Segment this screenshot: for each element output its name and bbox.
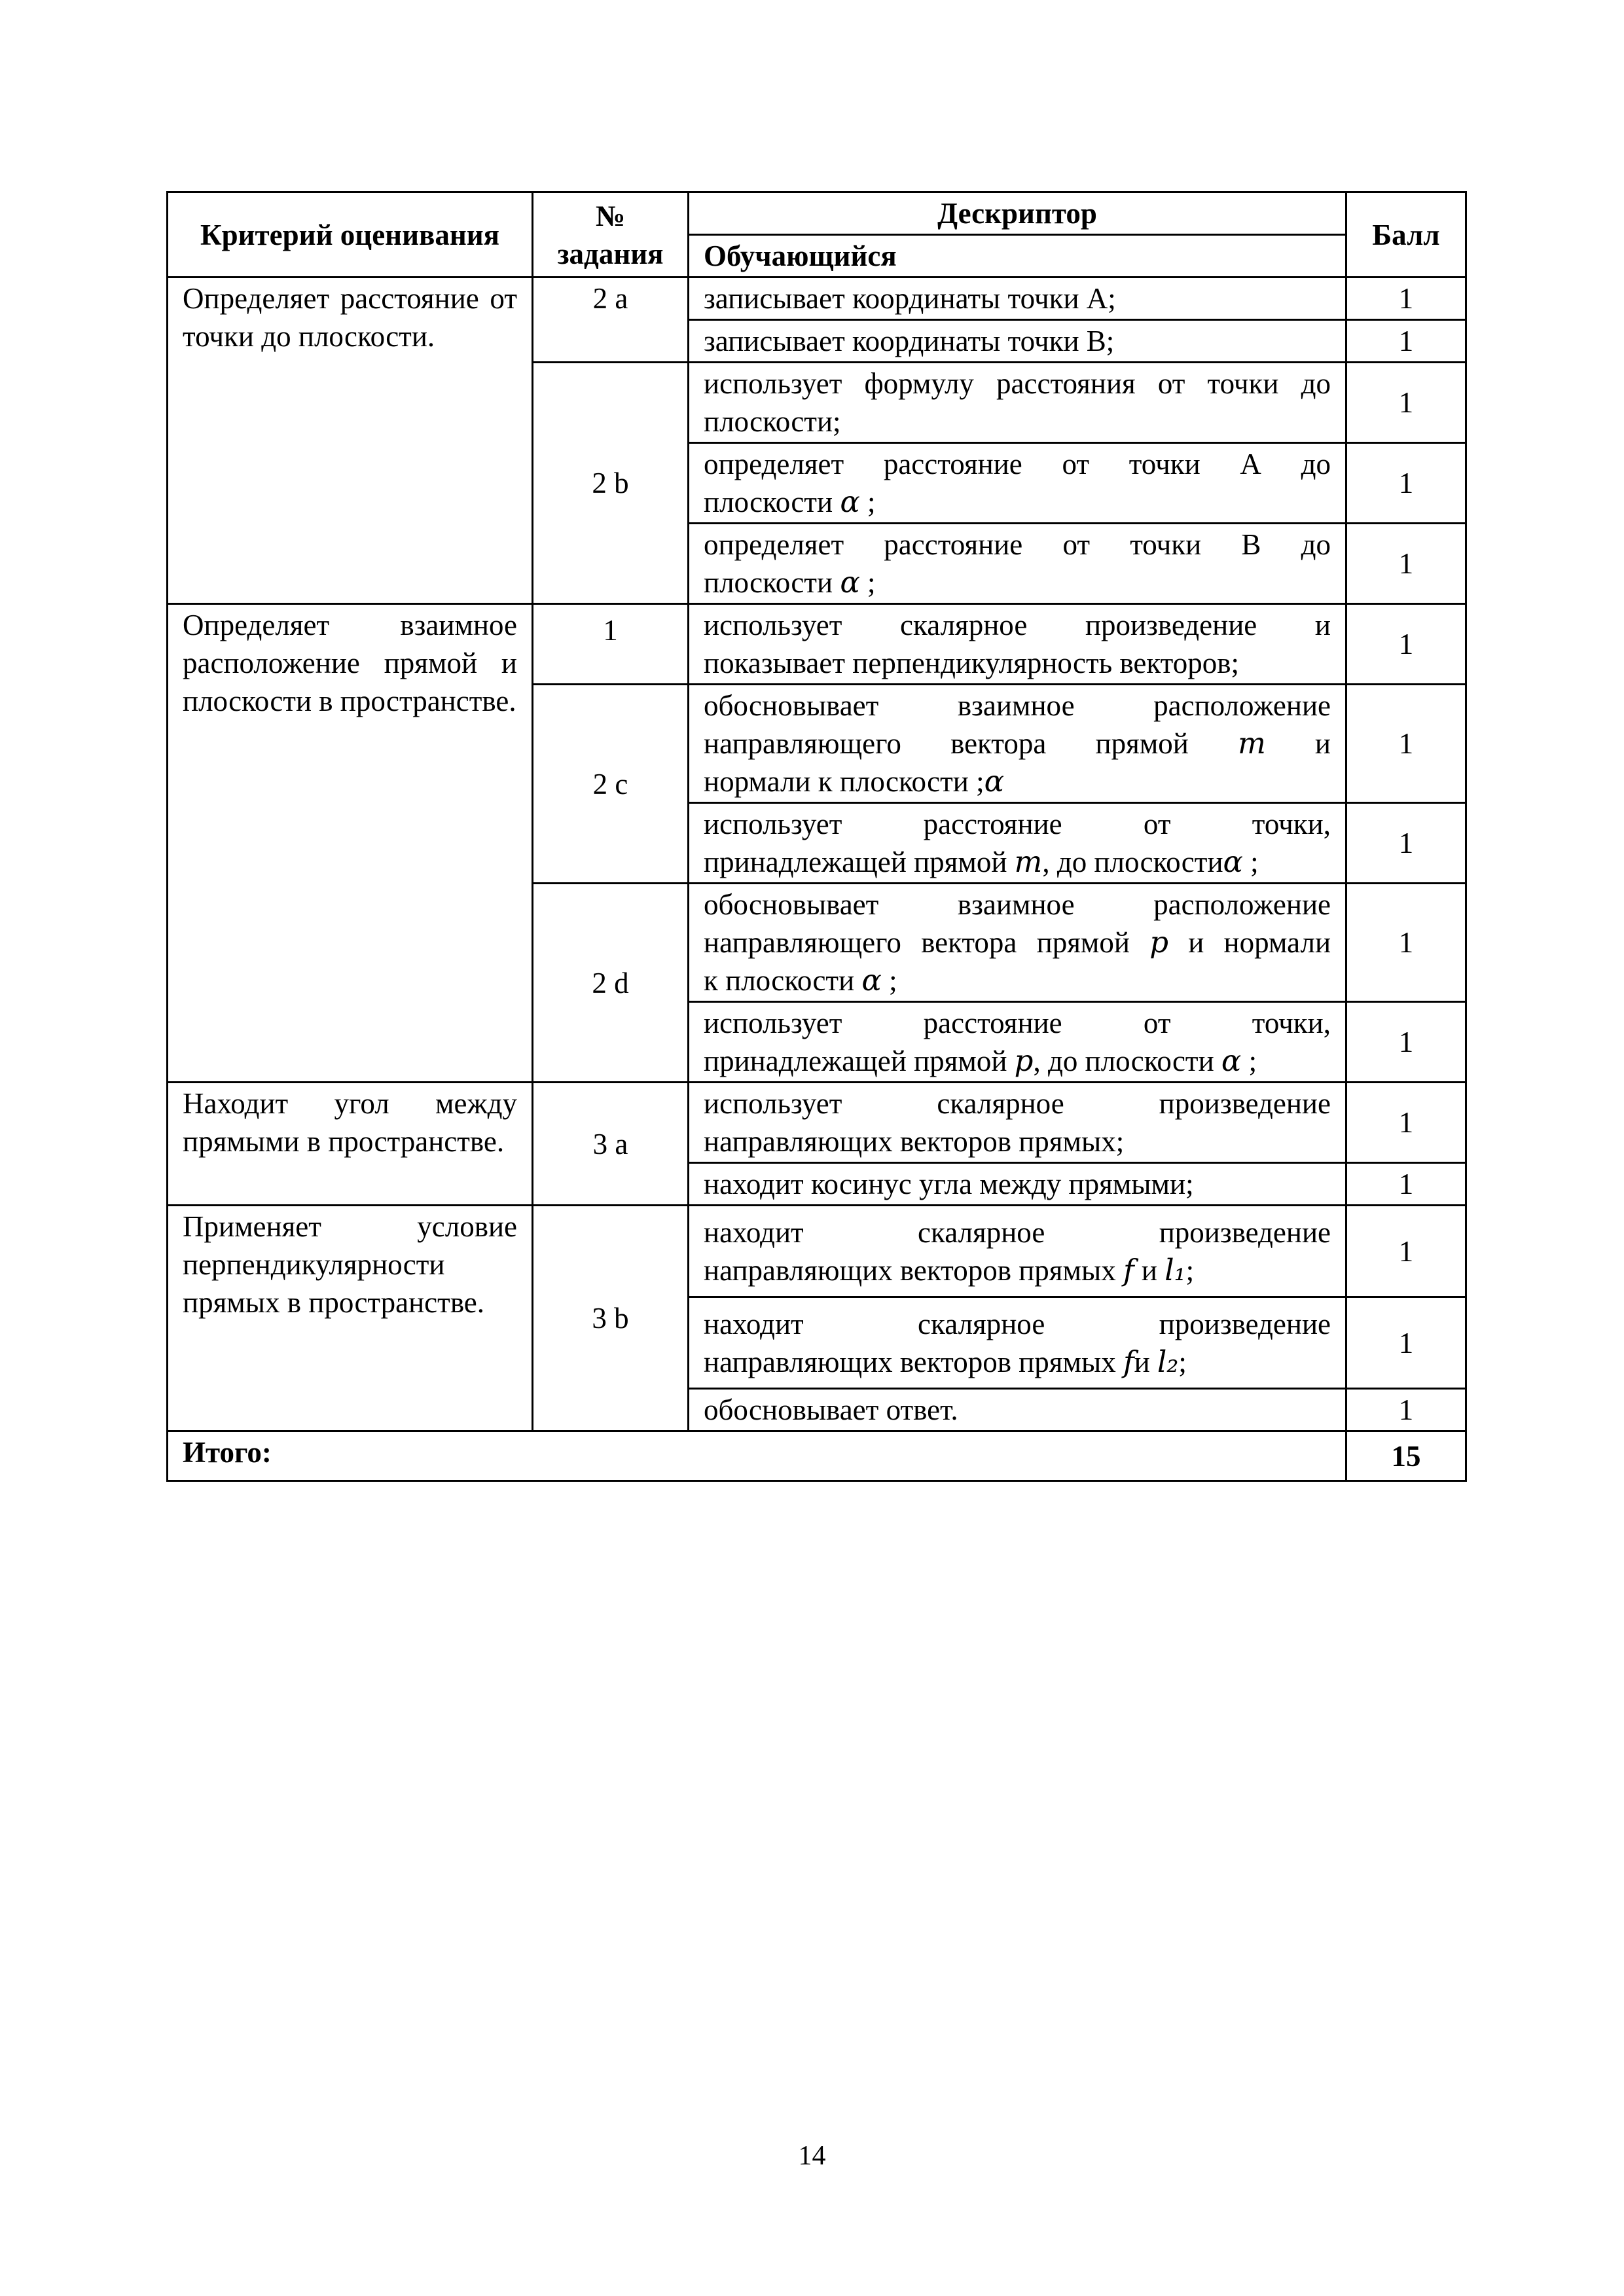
descriptor-line — [704, 564, 1331, 601]
descriptor-text: ; — [867, 566, 876, 599]
descriptor-line: находит скалярное произведение — [704, 1215, 1331, 1249]
alpha-symbol: α — [840, 565, 860, 600]
descriptor-line: показывает перпендикулярность векторов; — [704, 647, 1239, 679]
descriptor-line — [704, 762, 1331, 800]
descriptor-cell — [689, 443, 1346, 524]
score-cell: 1 — [1346, 1206, 1466, 1297]
table-row — [168, 604, 1466, 685]
descriptor-cell — [689, 1002, 1346, 1083]
descriptor-text: плоскости — [704, 566, 833, 599]
line-m-symbol: m — [1238, 726, 1266, 761]
score-cell: 1 — [1346, 524, 1466, 604]
criterion-text: Находит угол между прямыми в пространстве. — [183, 1087, 517, 1158]
descriptor-line: определяет расстояние от точки А до — [704, 448, 1331, 480]
descriptor-line — [704, 924, 1331, 961]
score-cell: 1 — [1346, 1083, 1466, 1163]
line-m-symbol: m — [1014, 844, 1043, 879]
task-number: 1 — [533, 604, 689, 685]
descriptor-text: , до плоскости — [1042, 846, 1223, 878]
descriptor-text: направляющих векторов прямых — [704, 1253, 1116, 1287]
descriptor-text: ; — [867, 486, 876, 518]
header-score: Балл — [1346, 192, 1466, 278]
score-cell: 1 — [1346, 884, 1466, 1002]
descriptor-text: к плоскости — [704, 964, 855, 997]
descriptor-cell — [689, 604, 1346, 685]
score-cell: 1 — [1346, 320, 1466, 363]
descriptor-cell: использует формулу расстояния от точки до плоскости; — [689, 363, 1346, 443]
descriptor-line: использует расстояние от точки, — [704, 1007, 1331, 1039]
criterion-cell — [168, 278, 533, 604]
criterion-cell — [168, 1083, 533, 1206]
total-row — [168, 1431, 1466, 1481]
line-l2-symbol: l₂ — [1157, 1344, 1179, 1379]
header-task-number-line2: задания — [557, 237, 664, 270]
alpha-symbol: α — [984, 764, 1005, 798]
descriptor-cell — [689, 1297, 1346, 1389]
task-number: 3 a — [533, 1083, 689, 1206]
page-number: 14 — [798, 2141, 826, 2171]
descriptor-text: и — [1141, 1253, 1157, 1287]
descriptor-cell — [689, 685, 1346, 803]
alpha-symbol: α — [1221, 1043, 1242, 1078]
descriptor-text: , до плоскости — [1033, 1045, 1214, 1077]
score-cell: 1 — [1346, 363, 1466, 443]
descriptor-cell — [689, 1206, 1346, 1297]
descriptor-cell — [689, 803, 1346, 884]
descriptor-text: принадлежащей прямой — [704, 1045, 1007, 1077]
table-row — [168, 1083, 1466, 1163]
descriptor-text: и — [1134, 1345, 1150, 1378]
descriptor-cell — [689, 884, 1346, 1002]
line-f-symbol: f — [1123, 1344, 1134, 1379]
task-number: 2 c — [533, 685, 689, 884]
descriptor-cell: находит косинус угла между прямыми; — [689, 1163, 1346, 1206]
header-task-number-line1: № — [595, 199, 626, 232]
task-number: 2 d — [533, 884, 689, 1083]
line-l1-symbol: l₁ — [1164, 1252, 1186, 1287]
descriptor-line — [704, 725, 1331, 762]
criterion-text: Определяет расстояние от точки до плоскости. — [183, 282, 517, 353]
task-number: 3 b — [533, 1206, 689, 1431]
header-descriptor: Дескриптор — [689, 192, 1346, 235]
descriptor-cell — [689, 524, 1346, 604]
score-cell: 1 — [1346, 1002, 1466, 1083]
descriptor-line — [704, 483, 1331, 521]
descriptor-line: обосновывает взаимное расположение — [704, 689, 1331, 722]
descriptor-cell: записывает координаты точки А; — [689, 278, 1346, 320]
criterion-text: Применяет условие перпендикулярности прямых в пространстве. — [183, 1210, 517, 1319]
descriptor-line: использует скалярное произведение и — [704, 609, 1331, 641]
score-cell: 1 — [1346, 1163, 1466, 1206]
line-p-symbol: p — [1149, 925, 1169, 960]
alpha-symbol: α — [1223, 844, 1243, 879]
descriptor-text: нормали к плоскости ; — [704, 765, 984, 798]
criterion-cell — [168, 1206, 533, 1431]
descriptor-text: и нормали — [1188, 926, 1331, 959]
header-task-number — [533, 192, 689, 278]
criterion-text: Определяет взаимное расположение прямой и плоскости в пространстве. — [183, 609, 517, 717]
descriptor-text: плоскости — [704, 486, 833, 518]
descriptor-text: направляющего вектора прямой — [704, 727, 1189, 760]
descriptor-line: находит скалярное произведение — [704, 1307, 1331, 1340]
descriptor-text: принадлежащей прямой — [704, 846, 1007, 878]
header-learner: Обучающийся — [689, 235, 1346, 278]
score-cell: 1 — [1346, 1389, 1466, 1431]
descriptor-line — [704, 1042, 1331, 1080]
score-cell: 1 — [1346, 604, 1466, 685]
score-cell: 1 — [1346, 685, 1466, 803]
descriptor-cell — [689, 1083, 1346, 1163]
table-row — [168, 1206, 1466, 1297]
descriptor-line: определяет расстояние от точки В до — [704, 528, 1331, 561]
descriptor-line: обосновывает взаимное расположение — [704, 888, 1331, 921]
descriptor-text: и — [1314, 727, 1331, 760]
task-number: 2 b — [533, 363, 689, 604]
score-cell: 1 — [1346, 443, 1466, 524]
descriptor-line: использует расстояние от точки, — [704, 808, 1331, 840]
descriptor-text: направляющего вектора прямой — [704, 926, 1130, 959]
descriptor-text: направляющих векторов прямых — [704, 1345, 1116, 1378]
descriptor-cell: обосновывает ответ. — [689, 1389, 1346, 1431]
descriptor-line — [704, 1343, 1331, 1381]
descriptor-text: ; — [1178, 1345, 1187, 1378]
table-row — [168, 278, 1466, 320]
line-f-symbol: f — [1123, 1252, 1134, 1287]
score-cell: 1 — [1346, 278, 1466, 320]
task-number: 2 a — [533, 278, 689, 363]
score-cell: 1 — [1346, 1297, 1466, 1389]
alpha-symbol: α — [840, 484, 860, 519]
descriptor-text: ; — [1185, 1253, 1195, 1287]
score-cell: 1 — [1346, 803, 1466, 884]
descriptor-text: ; — [889, 964, 897, 997]
alpha-symbol: α — [861, 963, 882, 997]
assessment-table — [166, 191, 1467, 1482]
header-criterion: Критерий оценивания — [168, 192, 533, 278]
line-p-symbol: p — [1014, 1043, 1034, 1078]
descriptor-cell: записывает координаты точки В; — [689, 320, 1346, 363]
total-label: Итого: — [168, 1431, 1346, 1481]
descriptor-line: направляющих векторов прямых; — [704, 1125, 1125, 1158]
descriptor-line — [704, 961, 1331, 999]
descriptor-text: ; — [1248, 1045, 1257, 1077]
criterion-cell — [168, 604, 533, 1083]
descriptor-line: использует скалярное произведение — [704, 1087, 1331, 1120]
descriptor-text: ; — [1250, 846, 1259, 878]
descriptor-line — [704, 1251, 1331, 1289]
total-score: 15 — [1346, 1431, 1466, 1481]
descriptor-line — [704, 843, 1331, 881]
